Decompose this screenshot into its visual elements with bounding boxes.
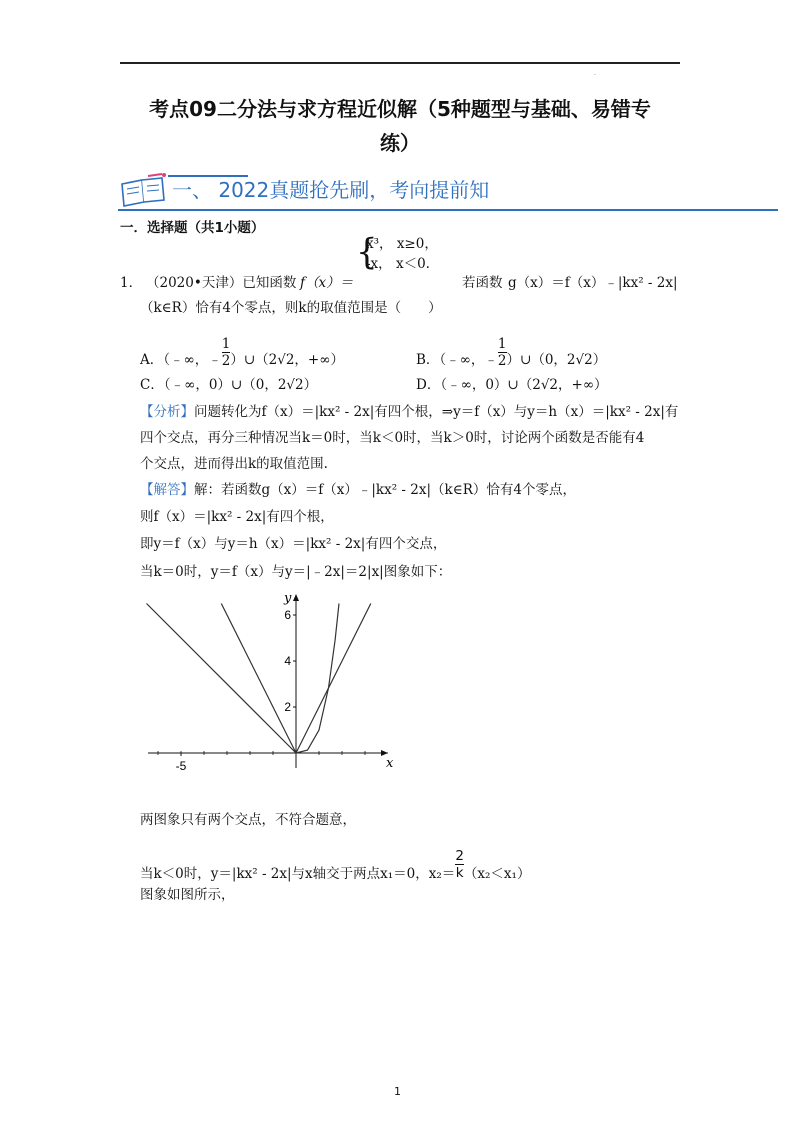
question-fx: f（x）＝: [300, 275, 354, 291]
x2-frac-den: k: [455, 865, 464, 881]
question-line-2: （k∈R）恰有4个零点，则k的取值范围是（ ）: [140, 300, 442, 316]
option-b-label: B．: [416, 352, 440, 368]
option-d-text: （﹣∞，0）∪（2√2，+∞）: [440, 377, 608, 393]
analysis-tag: 【分析】: [140, 404, 194, 420]
analysis-line-3: 个交点，进而得出k的取值范围.: [140, 456, 328, 472]
function-graph: [140, 590, 400, 770]
subsection-heading: 一．选择题（共1小题）: [120, 220, 265, 236]
option-b-post: ）∪（0，2√2）: [506, 352, 607, 368]
series-line-4: [296, 604, 339, 754]
top-mark: ·: [594, 72, 596, 79]
page-number: 1: [394, 1085, 401, 1098]
series-line-3: [221, 604, 296, 754]
solution-text-6-post: （x₂＜x₁）: [463, 866, 531, 882]
question-cont: 若函数: [462, 275, 503, 291]
piece-1: x³， x≥0，: [366, 236, 438, 252]
option-d: [416, 375, 608, 395]
question-number: 1．: [120, 275, 143, 291]
x-tick-label: -5: [175, 759, 187, 770]
option-b: [416, 336, 607, 377]
option-a: [140, 336, 344, 377]
top-rule: [120, 62, 680, 64]
series-line-2: [296, 604, 371, 754]
option-c-text: （﹣∞，0）∪（0，2√2）: [163, 377, 318, 393]
y-tick-label: 4: [284, 654, 291, 668]
section-heading: 一、 2022真题抢先刷，考向提前知: [172, 178, 490, 202]
solution-text-6: 当k＜0时，y＝|kx² - 2x|与x轴交于两点x₁＝0，x₂＝: [140, 866, 456, 882]
option-a-pre: （﹣∞，﹣: [163, 352, 222, 368]
question-gx: g（x）＝f（x）﹣|kx² - 2x|: [508, 275, 678, 291]
y-axis-arrow: [293, 594, 299, 601]
analysis-line-1: [140, 402, 678, 422]
y-tick-label: 6: [284, 608, 291, 622]
solution-line-7: 图象如图所示，: [140, 887, 235, 903]
title-line-1: 考点09二分法与求方程近似解（5种题型与基础、易错专: [149, 97, 651, 121]
solution-line-1: [140, 480, 576, 500]
y-tick-label: 2: [284, 700, 291, 714]
title-line-2: 练）: [380, 131, 420, 155]
option-a-fraction: [222, 336, 231, 369]
solution-line-2: 则f（x）＝|kx² - 2x|有四个根，: [140, 509, 334, 525]
option-b-pre: （﹣∞，﹣: [439, 352, 498, 368]
solution-line-3: 即y＝f（x）与y＝h（x）＝|kx² - 2x|有四个交点，: [140, 536, 447, 552]
book-icon: [118, 172, 170, 208]
section-underline: [118, 209, 778, 211]
solution-line-4: 当k＝0时，y＝f（x）与y＝|﹣2x|＝2|x|图象如下：: [140, 564, 452, 580]
x2-frac-num: 2: [455, 848, 464, 864]
question-source: （2020•天津）已知函数: [146, 275, 297, 291]
option-b-fraction: [498, 336, 507, 369]
series-line-1: [147, 604, 297, 754]
solution-text-1: 解：若函数g（x）＝f（x）﹣|kx² - 2x|（k∈R）恰有4个零点，: [194, 482, 576, 498]
analysis-line-2: 四个交点，再分三种情况当k＝0时，当k＜0时，当k＞0时，讨论两个函数是否能有4: [140, 430, 645, 446]
piecewise-definition: [366, 234, 438, 274]
option-b-frac-num: 1: [497, 336, 507, 352]
option-c: [140, 375, 317, 395]
option-c-label: C．: [140, 377, 164, 393]
option-b-frac-den: 2: [497, 353, 507, 369]
analysis-text-1: 问题转化为f（x）＝|kx² - 2x|有四个根，⇒y＝f（x）与y＝h（x）＝|kx² - 2x|有: [194, 404, 679, 420]
solution-line-5: 两图象只有两个交点，不符合题意，: [140, 812, 356, 828]
option-a-label: A．: [140, 352, 164, 368]
option-d-label: D．: [416, 377, 441, 393]
piecewise-brace: {: [356, 231, 378, 273]
y-axis-label: y: [284, 591, 292, 606]
x2-fraction: [455, 848, 464, 881]
option-a-frac-den: 2: [221, 353, 231, 369]
option-a-frac-num: 1: [221, 336, 231, 352]
piece-2: -x， x＜0.: [366, 256, 430, 272]
page-title: [120, 92, 680, 160]
option-a-post: ）∪（2√2，+∞）: [230, 352, 344, 368]
x-axis-label: x: [386, 756, 394, 770]
solution-tag: 【解答】: [140, 482, 194, 498]
